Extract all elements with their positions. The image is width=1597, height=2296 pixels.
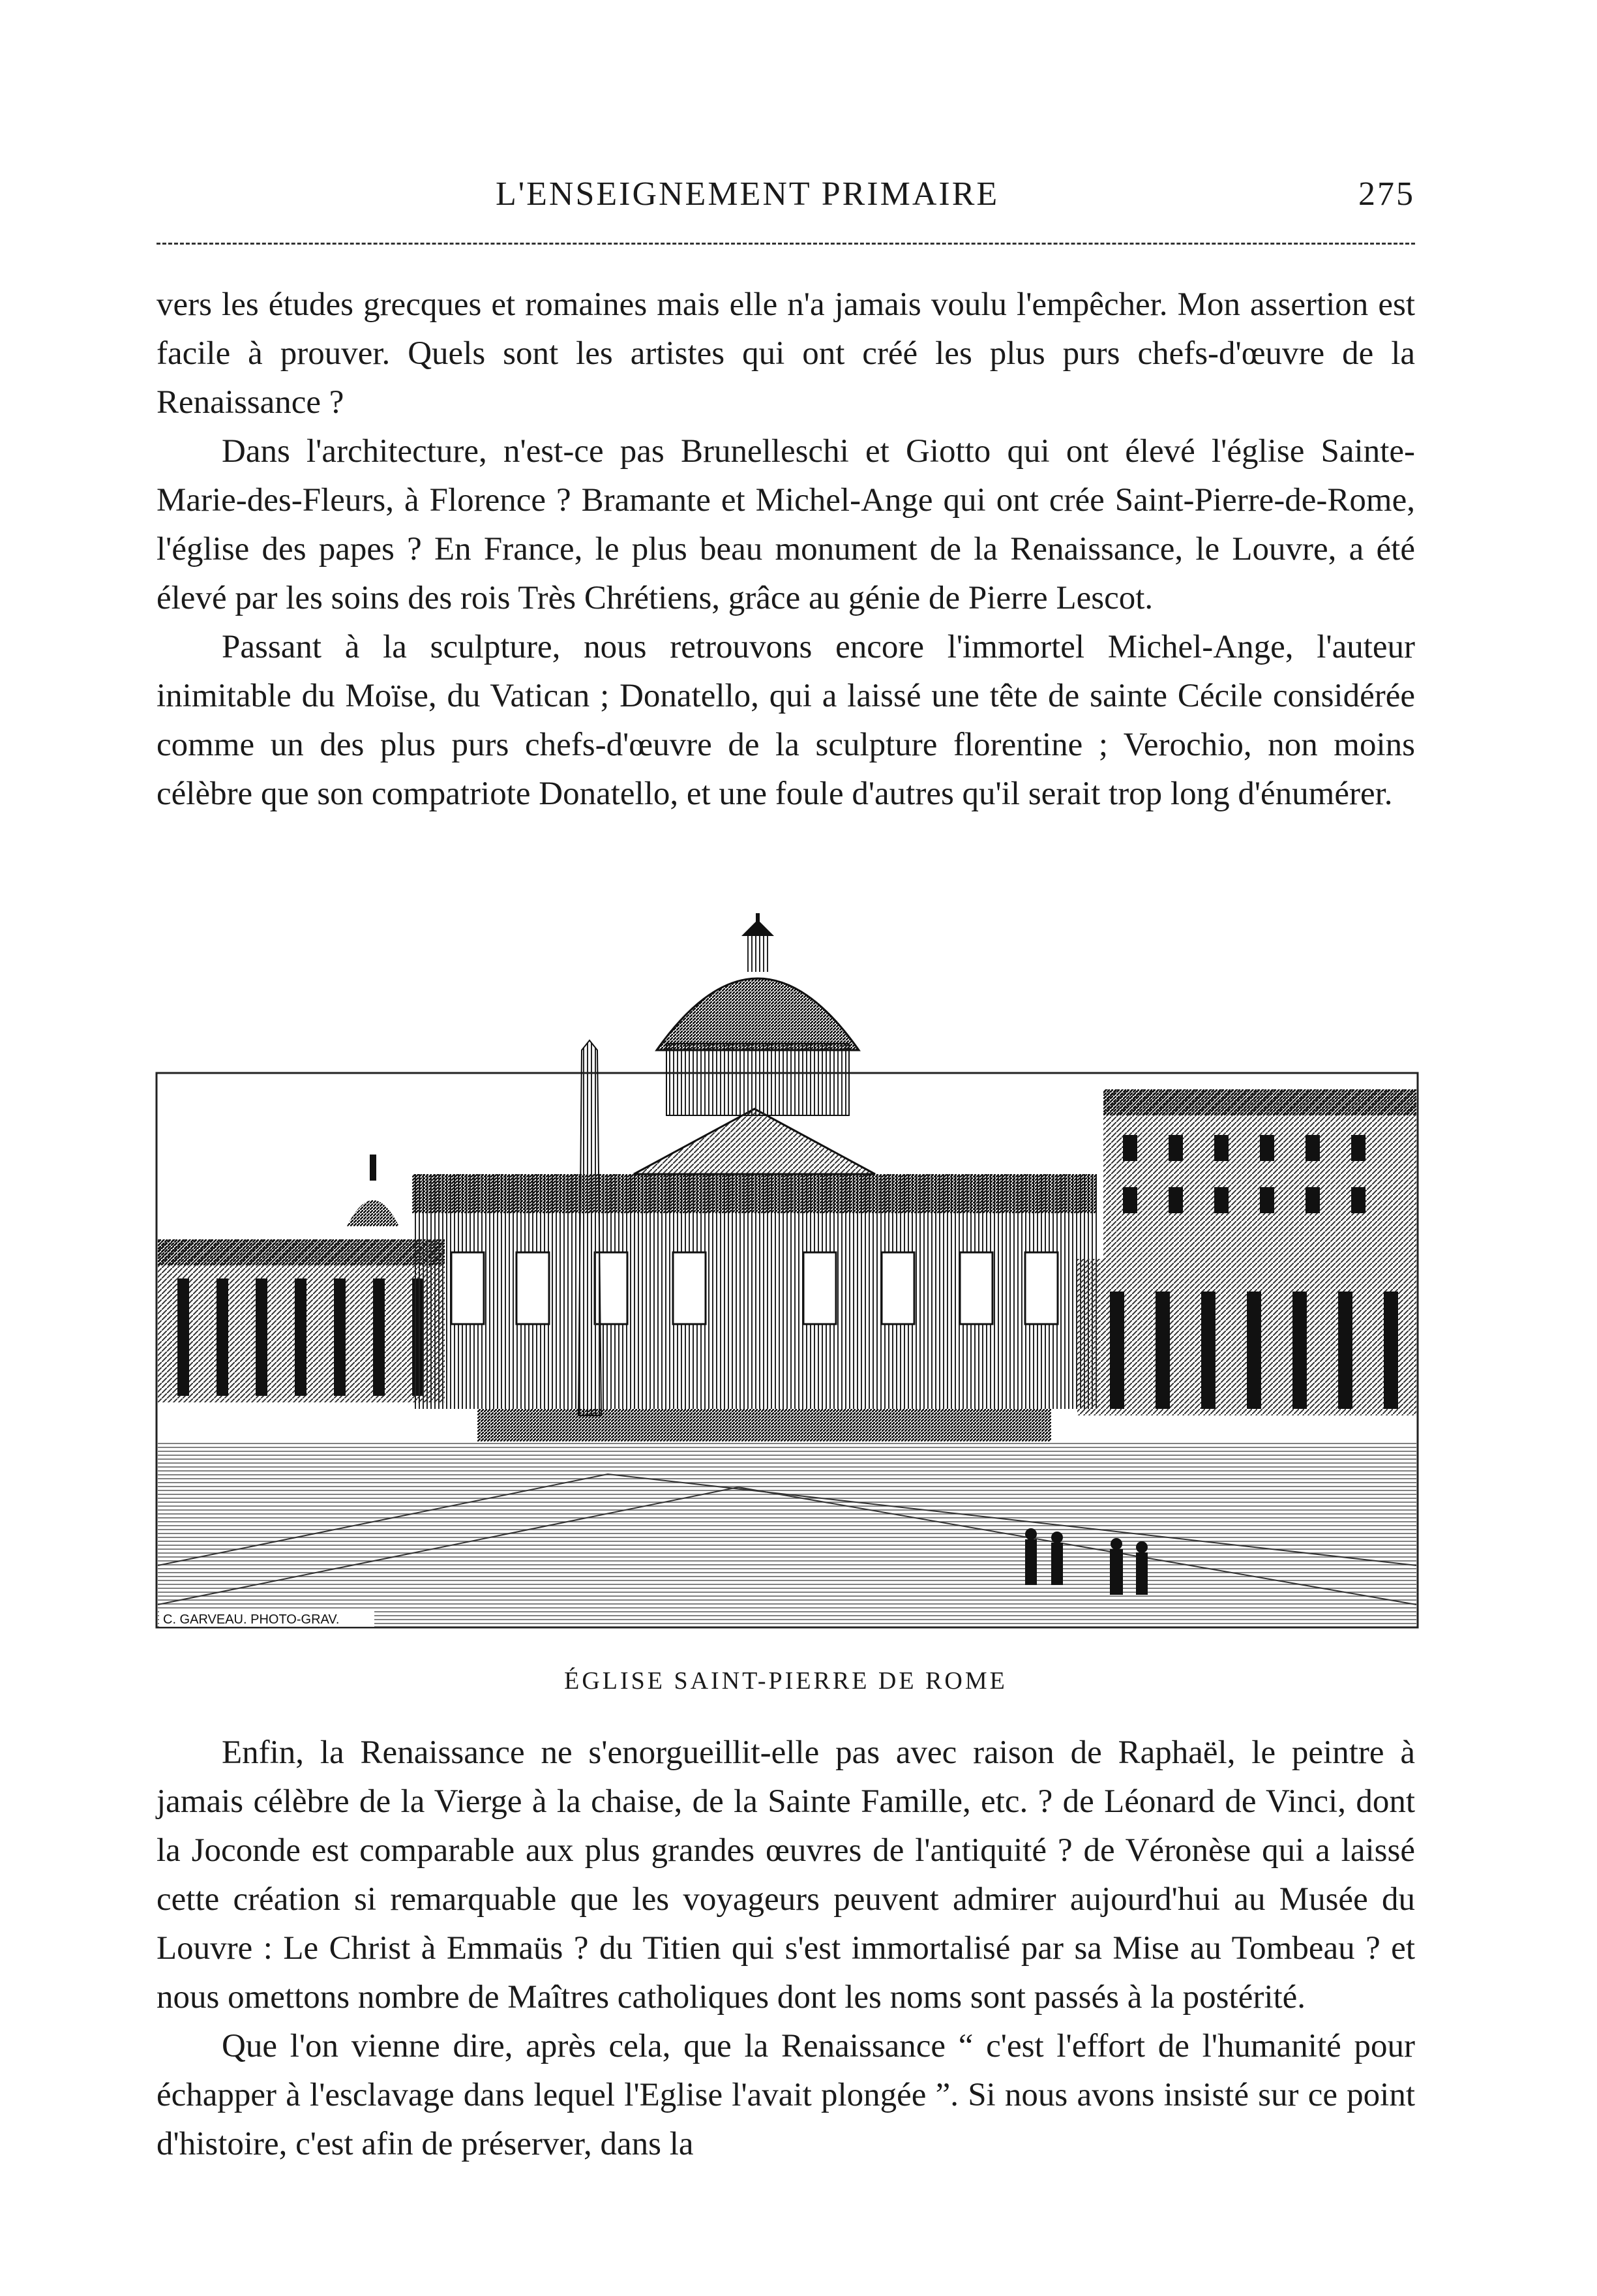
header-rule <box>157 243 1415 245</box>
page-number: 275 <box>1358 175 1415 213</box>
engraving-picture <box>151 913 1423 1631</box>
paragraph: vers les études grecques et romaines mais elle n'a jamais voulu l'empêcher. Mon assertion est facile à prouver. Quels sont les artistes qui ont créé les plus purs chefs-d'œuvre de la Renaissance ? <box>157 286 1415 421</box>
text-block-top <box>157 280 1415 819</box>
paragraph: Que l'on vienne dire, après cela, que la Renaissance “ c'est l'effort de l'humanité pour échapper à l'esclavage dans lequel l'Eglise l'avait plongée ”. Si nous avons insisté sur ce point d'histoire, c'est afin de préserver, dans la <box>157 2028 1415 2162</box>
engraving-st-peters <box>151 913 1423 1631</box>
paragraph: Dans l'architecture, n'est-ce pas Brunelleschi et Giotto qui ont élevé l'église Sainte-Marie-des-Fleurs, à Florence ? Bramante et Michel-Ange qui ont crée Saint-Pierre-de-Rome, l'église des papes ? En France, le plus beau monument de la Renaissance, le Louvre, a été élevé par les soins des rois Très Chrétiens, grâce au génie de Pierre Lescot. <box>157 433 1415 616</box>
engraver-credit: C. GARVEAU. PHOTO-GRAV. <box>163 1612 340 1627</box>
illustration-caption: ÉGLISE SAINT-PIERRE DE ROME <box>564 1667 1007 1695</box>
paragraph: Passant à la sculpture, nous retrouvons encore l'immortel Michel-Ange, l'auteur inimitable du Moïse, du Vatican ; Donatello, qui a laissé une tête de sainte Cécile considérée comme un des plus purs chefs-d'œuvre de la sculpture florentine ; Verochio, non moins célèbre que son compatriote Donatello, et une foule d'autres qu'il serait trop long d'énumérer. <box>157 629 1415 812</box>
running-title: L'ENSEIGNEMENT PRIMAIRE <box>496 175 1000 213</box>
text-block-bottom <box>157 1729 1415 2169</box>
paragraph: Enfin, la Renaissance ne s'enorgueillit-elle pas avec raison de Raphaël, le peintre à jamais célèbre de la Vierge à la chaise, de la Sainte Famille, etc. ? de Léonard de Vinci, dont la Joconde est comparable aux plus grandes œuvres de l'antiquité ? de Véronèse qui a laissé cette création si remarquable que les voyageurs peuvent admirer aujourd'hui au Musée du Louvre : Le Christ à Emmaüs ? du Titien qui s'est immortalisé par sa Mise au Tombeau ? et nous omettons nombre de Maîtres catholiques dont les noms sont passés à la postérité. <box>157 1734 1415 2016</box>
page-header <box>157 175 1415 220</box>
